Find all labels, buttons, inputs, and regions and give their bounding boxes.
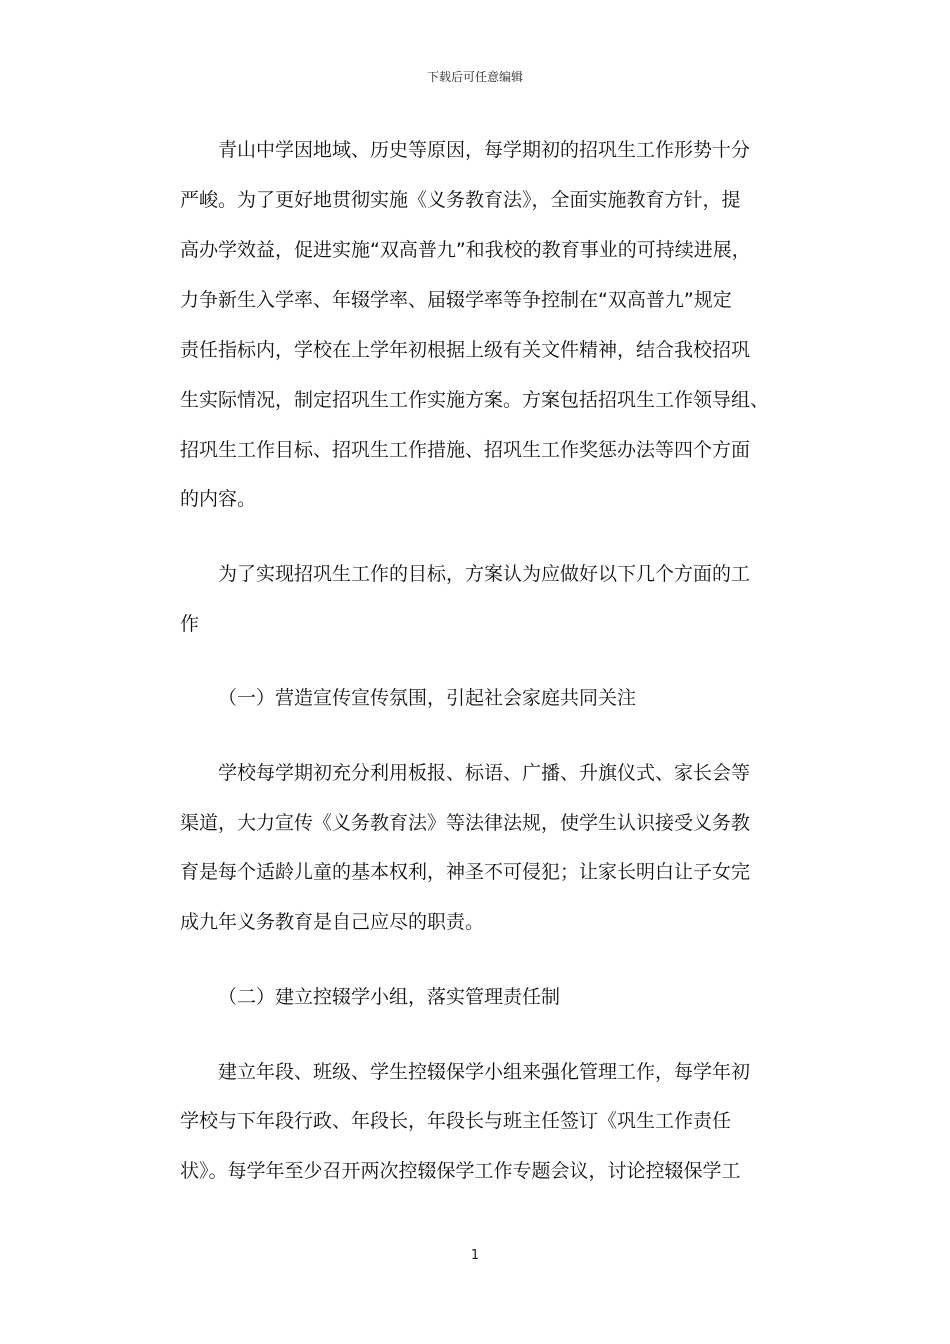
paragraph-1-line-7: 招巩生工作目标、招巩生工作措施、招巩生工作奖惩办法等四个方面 (180, 439, 751, 461)
paragraph-1-line-6: 生实际情况，制定招巩生工作实施方案。方案包括招巩生工作领导组、 (180, 389, 770, 411)
paragraph-1-line-5: 责任指标内，学校在上学年初根据上级有关文件精神，结合我校招巩 (180, 339, 751, 361)
section-heading-1: （一）营造宣传宣传氛围，引起社会家庭共同关注 (218, 687, 637, 709)
paragraph-1-line-1: 青山中学因地域、历史等原因，每学期初的招巩生工作形势十分 (218, 139, 751, 161)
paragraph-2-line-2: 作 (180, 613, 200, 635)
paragraph-3-line-3: 育是每个适龄儿童的基本权利，神圣不可侵犯；让家长明白让子女完 (180, 861, 751, 883)
paragraph-1-line-2: 严峻。为了更好地贯彻实施《义务教育法》，全面实施教育方针，提 (180, 189, 741, 211)
page-number: 1 (470, 1248, 480, 1263)
paragraph-3-line-1: 学校每学期初充分利用板报、标语、广播、升旗仪式、家长会等 (218, 762, 751, 784)
paragraph-4-line-3: 状》。每学年至少召开两次控辍保学工作专题会议，讨论控辍保学工 (180, 1160, 741, 1182)
section-heading-2: （二）建立控辍学小组，落实管理责任制 (218, 986, 561, 1008)
paragraph-2-line-1: 为了实现招巩生工作的目标，方案认为应做好以下几个方面的工 (218, 563, 751, 585)
paragraph-1-line-8: 的内容。 (180, 488, 257, 510)
paragraph-3-line-4: 成九年义务教育是自己应尽的职责。 (180, 911, 485, 933)
paragraph-3-line-2: 渠道，大力宣传《义务教育法》等法律法规，使学生认识接受义务教 (180, 812, 751, 834)
page-header: 下载后可任意编辑 (426, 70, 523, 84)
paragraph-1-line-3: 高办学效益，促进实施“双高普九”和我校的教育事业的可持续进展， (180, 239, 751, 261)
paragraph-1-line-4: 力争新生入学率、年辍学率、届辍学率等争控制在“双高普九”规定 (180, 289, 732, 311)
paragraph-4-line-1: 建立年段、班级、学生控辍保学小组来强化管理工作，每学年初 (218, 1061, 751, 1083)
paragraph-4-line-2: 学校与下年段行政、年段长，年段长与班主任签订《巩生工作责任 (180, 1110, 732, 1132)
